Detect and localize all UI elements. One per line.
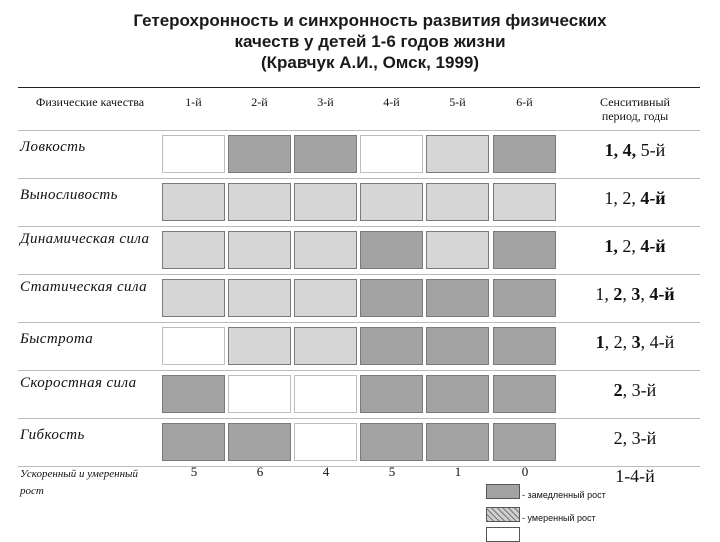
table-top-rule: [18, 87, 700, 88]
row-label: Скоростная сила: [20, 375, 137, 391]
sensitive-period: [555, 140, 715, 160]
row-divider: [18, 130, 700, 131]
cell-year-4: [360, 183, 423, 221]
sensitive-period-part: 3: [631, 284, 641, 304]
cell-year-3: [294, 279, 357, 317]
count-year-6: 0: [521, 464, 529, 479]
year-header-2: 2-й: [251, 95, 268, 109]
cell-year-2: [228, 375, 291, 413]
title-line-2: качеств у детей 1-6 годов жизни: [234, 32, 506, 51]
sensitive-period-part: 2: [613, 380, 623, 400]
row-divider: [18, 178, 700, 179]
row-divider: [18, 322, 700, 323]
row-divider: [18, 370, 700, 371]
cell-year-4: [360, 231, 423, 269]
cell-year-1: [162, 375, 225, 413]
sensitive-period-part: ,: [640, 284, 650, 304]
sensitive-period: [555, 428, 715, 448]
row-label: Ловкость: [20, 139, 86, 155]
cell-year-3: [294, 135, 357, 173]
count-year-2: 6: [256, 464, 264, 479]
year-header-6: 6-й: [516, 95, 533, 109]
legend-text-dark: - замедленный рост: [522, 490, 606, 500]
year-header-1: 1-й: [185, 95, 202, 109]
cell-year-6: [493, 231, 556, 269]
title-line-1: Гетерохронность и синхронность развития физических: [133, 11, 607, 30]
row-divider: [18, 418, 700, 419]
sensitive-period: [555, 332, 715, 352]
cell-year-5: [426, 279, 489, 317]
sensitive-period-part: 4-й: [649, 284, 675, 304]
cell-year-4: [360, 279, 423, 317]
sensitive-period-part: 3: [631, 332, 641, 352]
cell-year-1: [162, 135, 225, 173]
year-header-4: 4-й: [383, 95, 400, 109]
cell-year-5: [426, 135, 489, 173]
sensitive-period-part: 2, 3-й: [613, 428, 657, 448]
cell-year-6: [493, 183, 556, 221]
sensitive-period-part: ,: [622, 284, 632, 304]
cell-year-3: [294, 375, 357, 413]
cell-year-4: [360, 135, 423, 173]
cell-year-6: [493, 135, 556, 173]
title-line-3: (Кравчук А.И., Омск, 1999): [260, 53, 480, 72]
sensitive-period: [555, 380, 715, 400]
sensitive-period-part: 1, 4,: [604, 140, 641, 160]
sensitive-period: [555, 236, 715, 256]
row-divider: [18, 226, 700, 227]
cell-year-3: [294, 183, 357, 221]
row-label: Гибкость: [20, 427, 85, 443]
cell-year-6: [493, 327, 556, 365]
row-label: Статическая сила: [20, 279, 147, 295]
sensitive-period-part: 4-й: [640, 188, 666, 208]
sensitive-period-part: , 3-й: [622, 380, 657, 400]
bottom-sensitive: 1-4-й: [615, 466, 655, 486]
sensitive-period: [555, 284, 715, 304]
cell-year-5: [426, 423, 489, 461]
cell-year-2: [228, 423, 291, 461]
cell-year-6: [493, 279, 556, 317]
row-label: Быстрота: [20, 331, 94, 347]
header-sensitive: Сенситивный период, годы: [600, 95, 670, 123]
year-header-3: 3-й: [317, 95, 334, 109]
cell-year-2: [228, 135, 291, 173]
sensitive-period-part: 5-й: [640, 140, 666, 160]
cell-year-5: [426, 375, 489, 413]
cell-year-1: [162, 327, 225, 365]
cell-year-4: [360, 423, 423, 461]
row-label: Выносливость: [20, 187, 118, 203]
sensitive-period-part: , 2,: [604, 332, 632, 352]
cell-year-1: [162, 183, 225, 221]
cell-year-5: [426, 327, 489, 365]
cell-year-6: [493, 375, 556, 413]
page-title: [0, 10, 720, 73]
cell-year-1: [162, 231, 225, 269]
legend-swatch-dark: [486, 484, 520, 499]
cell-year-3: [294, 231, 357, 269]
sensitive-period-part: 1: [595, 332, 605, 352]
legend-swatch-hatch: [486, 507, 520, 522]
cell-year-2: [228, 231, 291, 269]
legend-text-hatch: - умеренный рост: [522, 513, 596, 523]
cell-year-3: [294, 423, 357, 461]
row-label: Динамическая сила: [20, 231, 150, 247]
sensitive-period-part: 1, 2,: [604, 188, 641, 208]
cell-year-4: [360, 375, 423, 413]
cell-year-5: [426, 183, 489, 221]
count-year-4: 5: [388, 464, 396, 479]
year-header-5: 5-й: [449, 95, 466, 109]
cell-year-2: [228, 279, 291, 317]
sensitive-period-part: 1,: [604, 236, 623, 256]
count-year-1: 5: [190, 464, 198, 479]
sensitive-period-part: 4-й: [640, 236, 666, 256]
sensitive-period-part: , 4-й: [640, 332, 675, 352]
cell-year-3: [294, 327, 357, 365]
cell-year-1: [162, 423, 225, 461]
count-year-5: 1: [454, 464, 462, 479]
header-quality: Физические качества: [35, 95, 145, 109]
sensitive-period-part: 2: [613, 284, 623, 304]
cell-year-2: [228, 327, 291, 365]
sensitive-period-part: 2,: [622, 236, 641, 256]
sensitive-period: [555, 188, 715, 208]
cell-year-5: [426, 231, 489, 269]
cell-year-6: [493, 423, 556, 461]
sensitive-period-part: 1,: [595, 284, 614, 304]
count-year-3: 4: [322, 464, 330, 479]
row-divider: [18, 274, 700, 275]
cell-year-2: [228, 183, 291, 221]
cell-year-4: [360, 327, 423, 365]
cell-year-1: [162, 279, 225, 317]
bottom-row-label: Ускоренный и умеренный рост: [20, 468, 138, 497]
